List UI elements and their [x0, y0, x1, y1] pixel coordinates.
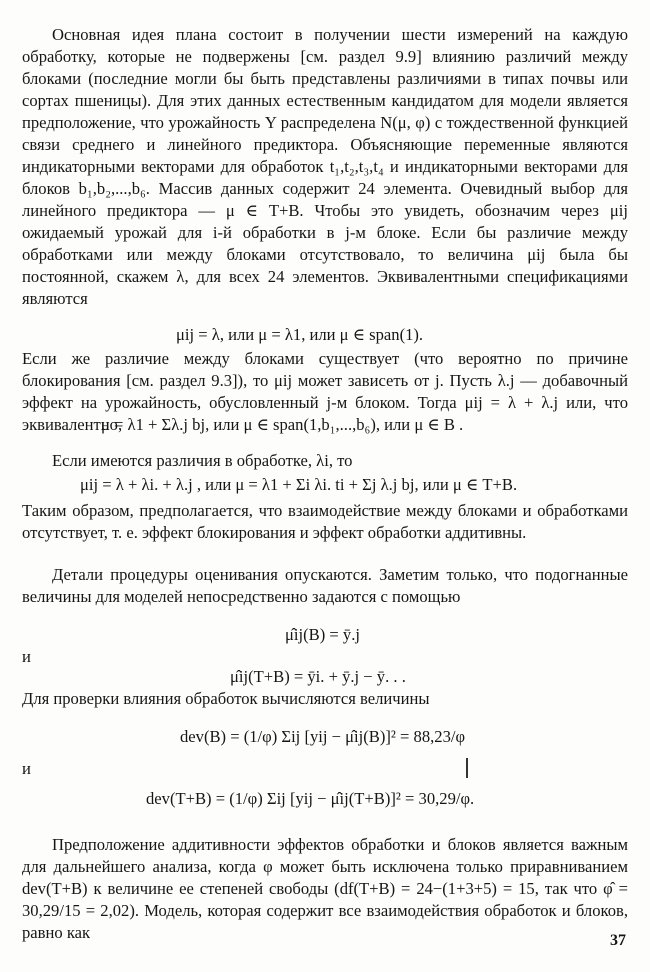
conjunction-and: и: [22, 647, 31, 666]
formula-deviance-additive: dev(T+B) = (1/φ) Σij [yij − μ̂ij(T+B)]² = 30,29/φ.: [146, 789, 475, 808]
paragraph-deviance-intro: Для проверки влияния обработок вычисляются величины: [22, 689, 430, 708]
formula-additive-model: μij = λ + λi. + λ.j , или μ = λ1 + Σi λi. ti + Σj λ.j bj, или μ ∈ T+B.: [80, 475, 518, 494]
paragraph-estimation: Детали процедуры оценивания опускаются. Заметим только, что подогнанные величины для моделей непосредственно задаются с помощью: [22, 565, 628, 606]
paragraph-additivity: Таким образом, предполагается, что взаимодействие между блоками и обработками отсутствует, т. е. эффект блокирования и эффект обработки аддитивны.: [22, 501, 628, 542]
formula-fitted-block: μ̂ij(B) = ȳ.j: [285, 625, 360, 644]
page-number: 37: [610, 932, 626, 949]
paragraph-blocking: Если же различие между блоками существует (что вероятно по причине блокирования [см. раздел 9.3]), то μij может зависеть от j. Пусть λ.j — добавочный эффект на урожайность, обусловленный j-м блоком. Тогда μij = λ + λ.j или, что эквивалентно,: [22, 349, 628, 434]
formula-fitted-additive: μ̂ij(T+B) = ȳi. + ȳ.j − ȳ. . .: [230, 667, 406, 686]
paragraph-treatment: Если имеются различия в обработке, λi, то: [52, 451, 353, 470]
paragraph-intro: Основная идея плана состоит в получении шести измерений на каждую обработку, которые не подвержены [см. раздел 9.9] влиянию различий между блоками (последние могли бы быть представлены различиями в типах почвы или сортах пшеницы). Для этих данных естественным кандидатом для модели является предположение, что урожайность Y распределена N(μ, φ) с тождественной функцией связи среднего и линейного предиктора. Объясняющие переменные являются индикаторными векторами для обработок t₁,t₂,t₃,t₄ и индикаторными векторами для блоков b₁,b₂,...,b₆. Массив данных содержит 24 элемента. Очевидный выбор для линейного предиктора — μ ∈ T+B. Чтобы это увидеть, обозначим через μij ожидаемый урожай для i-й обработки в j-м блоке. Если бы различие между обработками или между блоками отсутствовало, то величина μij была бы постоянной, скажем λ, для всех 24 элементов. Эквивалентными спецификациями являются: [22, 25, 628, 308]
formula-deviance-block: dev(B) = (1/φ) Σij [yij − μ̂ij(B)]² = 88,23/φ: [180, 727, 466, 746]
conjunction-and: и: [22, 759, 31, 778]
margin-mark: [466, 758, 468, 778]
formula-constant-mean: μij = λ, или μ = λ1, или μ ∈ span(1).: [176, 325, 424, 344]
paragraph-conclusion: Предположение аддитивности эффектов обработки и блоков является важным для дальнейшего анализа, когда φ может быть исключена только приравниванием dev(T+B) к величине ее степеней свободы (df(T+B) = 24−(1+3+5) = 15, так что φ̂ = 30,29/15 = 2,02). Модель, которая содержит все взаимодействия обработок и блоков, равно как: [22, 835, 628, 942]
formula-block-model: μ = λ1 + Σλ.j bj, или μ ∈ span(1,b₁,...,b₆), или μ ∈ B .: [101, 415, 464, 434]
